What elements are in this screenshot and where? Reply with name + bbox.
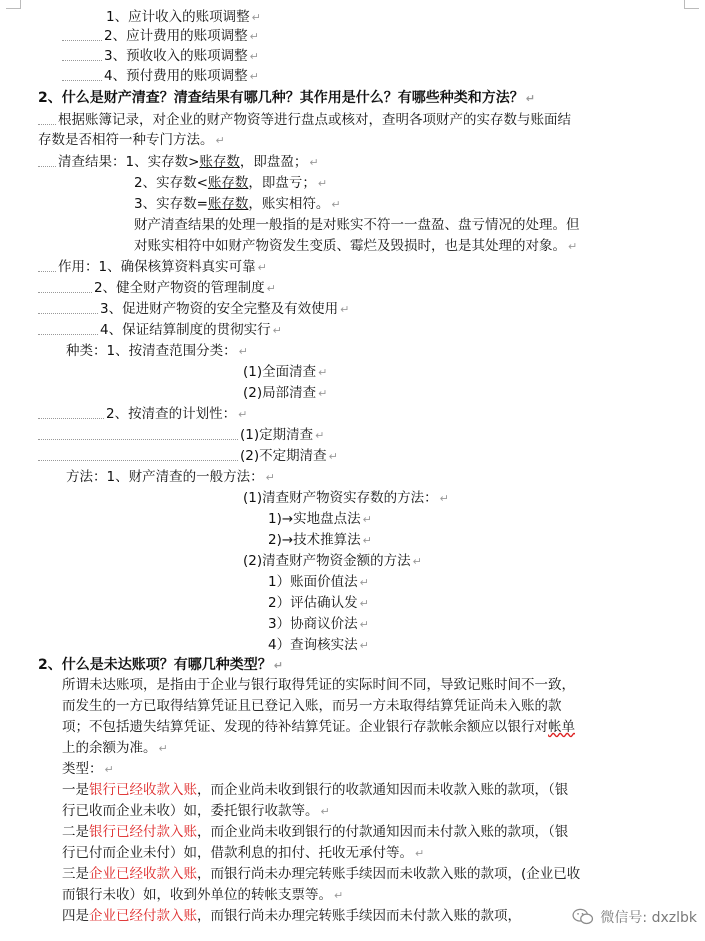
method-quantity-2: 2)→技术推算法 ↵ — [268, 532, 372, 548]
methods-line-1: 方法：1、财产清查的一般方法： ↵ — [66, 469, 275, 485]
type2-b: (2)不定期清查 ↵ — [38, 447, 338, 466]
method-quantity-1: 1)→实地盘点法 ↵ — [268, 511, 372, 527]
results-line-1: 清查结果：1、实存数>账存数，即盘盈； ↵ — [38, 153, 319, 172]
outstanding-types-label: 类型： ↵ — [62, 761, 114, 777]
role-line-1: 作用：1、确保核算资料真实可靠 ↵ — [38, 258, 267, 277]
types-line-2: 2、按清查的计划性： ↵ — [38, 405, 247, 424]
method-value: (2)清查财产物资金额的方法 ↵ — [243, 553, 422, 569]
results-line-2: 2、实存数<账存数，即盘亏； ↵ — [134, 175, 328, 191]
page-corner-mark — [6, 0, 21, 9]
results-line-3: 3、实存数=账存数，账实相符。 ↵ — [134, 196, 341, 212]
inventory-definition: 根据账簿记录，对企业的财产物资等进行盘点或核对，查明各项财产的实存数与账面结 — [38, 111, 571, 129]
role-line-2: 2、健全财产物资的管理制度 ↵ — [38, 279, 276, 298]
outstanding-definition-2: 而发生的一方已取得结算凭证且已登记入账，而另一方未取得结算凭证尚未入账的款 — [62, 698, 562, 714]
outstanding-type-2-cont: 行已付而企业未付）如，借款利息的扣付、托收无承付等。 ↵ — [62, 845, 425, 861]
watermark-text: 微信号: dxzlbk — [600, 910, 697, 926]
role-line-4: 4、保证结算制度的贯彻实行 ↵ — [38, 321, 282, 340]
method-value-3: 3）协商议价法 ↵ — [268, 616, 369, 632]
inventory-definition-cont: 存数是否相符一种专门方法。 ↵ — [38, 132, 225, 148]
method-value-1: 1）账面价值法 ↵ — [268, 574, 369, 590]
adjust-item-4: 4、预付费用的账项调整 ↵ — [62, 67, 259, 86]
outstanding-type-1: 一是银行已经收款入账，而企业尚未收到银行的收款通知因而未收款入账的款项，（银 — [62, 782, 569, 798]
outstanding-type-3-cont: 而银行未收）如，收到外单位的转帐支票等。 ↵ — [62, 887, 344, 903]
section-heading-outstanding: 2、什么是未达账项？有哪几种类型？ ↵ — [38, 657, 283, 673]
type1-a: (1)全面清查 ↵ — [243, 364, 328, 380]
types-line-1: 种类：1、按清查范围分类： ↵ — [66, 343, 248, 359]
outstanding-type-3: 三是企业已经收款入账，而银行尚未办理完转账手续因而未收款入账的款项，(企业已收 — [62, 866, 581, 882]
outstanding-type-4: 四是企业已经付款入账，而银行尚未办理完转账手续因而未付款入账的款项， — [62, 908, 521, 924]
results-note: 财产清查结果的处理一般指的是对账实不符一一盘盈、盘亏情况的处理。但 — [134, 217, 580, 233]
wechat-icon — [572, 908, 594, 926]
outstanding-definition-3: 项；不包括遗失结算凭证、发现的待补结算凭证。企业银行存款帐余额应以银行对帐单 — [62, 719, 575, 735]
results-note-cont: 对账实相符中如财产物资发生变质、霉烂及毁损时，也是其处理的对象。 ↵ — [134, 238, 578, 254]
outstanding-type-2: 二是银行已经付款入账，而企业尚未收到银行的付款通知因而未付款入账的款项，（银 — [62, 824, 569, 840]
adjust-item-1: 1、应计收入的账项调整 ↵ — [106, 9, 261, 25]
type1-b: (2)局部清查 ↵ — [243, 385, 328, 401]
watermark — [572, 907, 697, 927]
section-heading-inventory: 2、什么是财产清查？清查结果有哪几种？其作用是什么？有哪些种类和方法？ ↵ — [38, 90, 535, 106]
adjust-item-3: 3、预收收入的账项调整 ↵ — [62, 47, 259, 66]
adjust-item-2: 2、应计费用的账项调整 ↵ — [62, 27, 259, 46]
outstanding-definition-4: 上的余额为准。 ↵ — [62, 740, 168, 756]
outstanding-definition: 所谓未达账项，是指由于企业与银行取得凭证的实际时间不同，导致记账时间不一致， — [62, 677, 575, 693]
method-quantity: (1)清查财产物资实存数的方法： ↵ — [243, 490, 449, 506]
method-value-4: 4）查询核实法 ↵ — [268, 637, 369, 653]
page-corner-mark — [684, 0, 699, 9]
outstanding-type-1-cont: 行已收而企业未收）如，委托银行收款等。 ↵ — [62, 803, 330, 819]
role-line-3: 3、促进财产物资的安全完整及有效使用 ↵ — [38, 300, 349, 319]
method-value-2: 2）评估确认发 ↵ — [268, 595, 369, 611]
type2-a: (1)定期清查 ↵ — [38, 426, 324, 445]
